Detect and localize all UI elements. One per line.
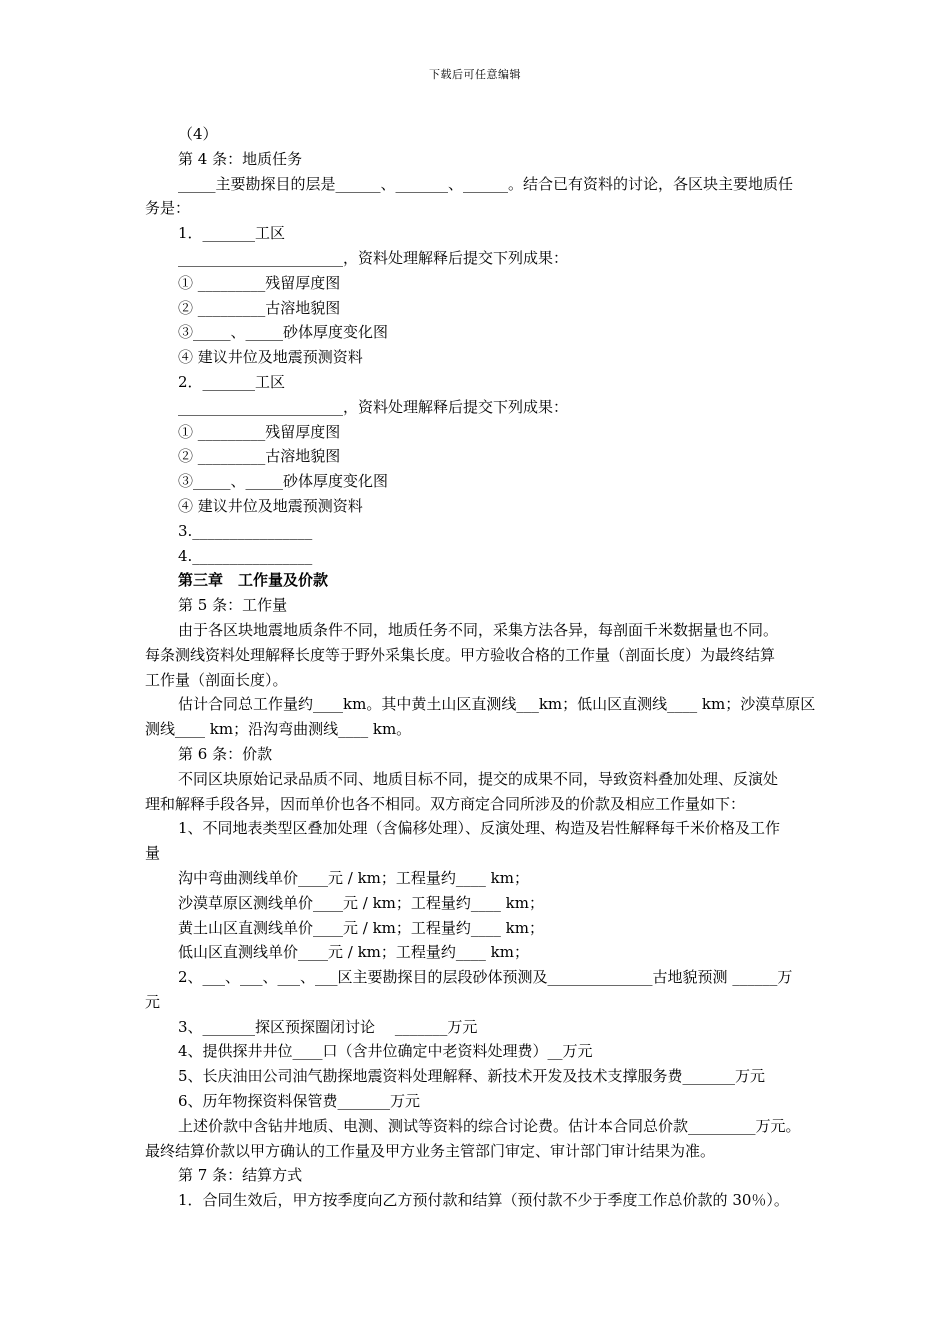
list-item: ④ 建议井位及地震预测资料 bbox=[178, 496, 363, 515]
text-line: 低山区直测线单价____元 / km；工程量约____ km； bbox=[178, 943, 529, 962]
article-heading: 第 7 条：结算方式 bbox=[178, 1166, 303, 1185]
list-item: ② _________古溶地貌图 bbox=[178, 298, 341, 317]
article-heading: 第 5 条：工作量 bbox=[178, 596, 288, 615]
text-line: 沟中弯曲测线单价____元 / km；工程量约____ km； bbox=[178, 868, 529, 887]
list-item: ④ 建议井位及地震预测资料 bbox=[178, 348, 363, 367]
article-heading: 第 6 条：价款 bbox=[178, 744, 273, 763]
text-line: 测线____ km；沿沟弯曲测线____ km。 bbox=[145, 720, 412, 739]
list-item: 3、_______探区预探圈闭讨论 _______万元 bbox=[178, 1017, 478, 1036]
list-item: 1．合同生效后，甲方按季度向乙方预付款和结算（预付款不少于季度工作总价款的 30％）。 bbox=[178, 1191, 789, 1210]
chapter-heading: 第三章 工作量及价款 bbox=[178, 571, 329, 590]
text-line: （4） bbox=[178, 125, 218, 143]
text-line: _____主要勘探目的层是______、_______、______。结合已有资料的讨论，各区块主要地质任 bbox=[178, 174, 794, 193]
text-line: 理和解释手段各异，因而单价也各不相同。双方商定合同所涉及的价款及相应工作量如下： bbox=[145, 794, 746, 813]
list-item: ① _________残留厚度图 bbox=[178, 422, 341, 441]
text-line: 元 bbox=[145, 992, 161, 1011]
list-item: ① _________残留厚度图 bbox=[178, 273, 341, 292]
text-line: 务是： bbox=[145, 199, 191, 218]
text-line: 由于各区块地震地质条件不同，地质任务不同，采集方法各异，每剖面千米数据量也不同。 bbox=[178, 620, 779, 639]
list-item: 4、提供探井井位____口（含井位确定中老资料处理费）__万元 bbox=[178, 1042, 593, 1061]
article-heading: 第 4 条：地质任务 bbox=[178, 149, 303, 168]
text-line: 沙漠草原区测线单价____元 / km；工程量约____ km； bbox=[178, 893, 544, 912]
document-body bbox=[145, 122, 865, 1213]
list-item: 2．_______工区 bbox=[178, 372, 286, 391]
list-item: 2、___、___、___、___区主要勘探目的层段砂体预测及______________古地貌预测 ______万 bbox=[178, 968, 793, 987]
list-item: ③_____、_____砂体厚度变化图 bbox=[178, 472, 389, 491]
list-item: 5、长庆油田公司油气勘探地震资料处理解释、新技术开发及技术支撑服务费_______万元 bbox=[178, 1067, 766, 1086]
list-item: 4.________________ bbox=[178, 546, 313, 565]
list-item: ③_____、_____砂体厚度变化图 bbox=[178, 323, 389, 342]
text-line: 黄土山区直测线单价____元 / km；工程量约____ km； bbox=[178, 918, 544, 937]
text-line: 工作量（剖面长度）。 bbox=[145, 670, 288, 689]
text-line: 上述价款中含钻井地质、电测、测试等资料的综合讨论费。估计本合同总价款_________万元。 bbox=[178, 1116, 801, 1135]
text-line: ______________________，资料处理解释后提交下列成果： bbox=[178, 248, 569, 267]
text-line: ______________________，资料处理解释后提交下列成果： bbox=[178, 397, 569, 416]
text-line: 量 bbox=[145, 844, 161, 863]
list-item: 6、历年物探资料保管费_______万元 bbox=[178, 1092, 421, 1111]
text-line: 最终结算价款以甲方确认的工作量及甲方业务主管部门审定、审计部门审计结果为准。 bbox=[145, 1141, 716, 1160]
text-line: 不同区块原始记录品质不同、地质目标不同，提交的成果不同，导致资料叠加处理、反演处 bbox=[178, 769, 779, 788]
list-item: 1、不同地表类型区叠加处理（含偏移处理）、反演处理、构造及岩性解释每千米价格及工作 bbox=[178, 819, 781, 838]
list-item: 3.________________ bbox=[178, 521, 313, 540]
list-item: ② _________古溶地貌图 bbox=[178, 447, 341, 466]
text-line: 每条测线资料处理解释长度等于野外采集长度。甲方验收合格的工作量（剖面长度）为最终结算 bbox=[145, 645, 776, 664]
list-item: 1．_______工区 bbox=[178, 224, 286, 243]
text-line: 估计合同总工作量约____km。其中黄土山区直测线___km；低山区直测线____ km；沙漠草原区 bbox=[178, 695, 816, 714]
page-header: 下载后可任意编辑 bbox=[429, 68, 521, 81]
